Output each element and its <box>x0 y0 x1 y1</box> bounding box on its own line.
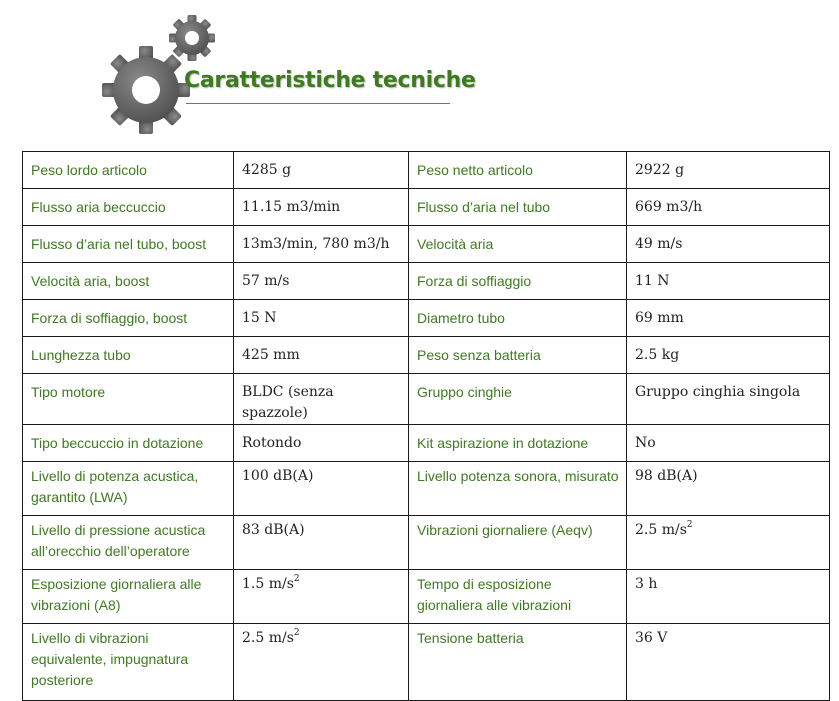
superscript: 2 <box>293 574 300 585</box>
table-row <box>23 425 830 462</box>
table-row <box>23 570 830 624</box>
spec-label: Livello di vibrazioni equivalente, impugnatura posteriore <box>23 624 234 701</box>
spec-label: Tempo di esposizione giornaliera alle vibrazioni <box>409 570 627 624</box>
spec-label: Velocità aria, boost <box>23 263 234 300</box>
spec-value: 13m3/min, 780 m3/h <box>234 226 409 263</box>
spec-label: Gruppo cinghie <box>409 374 627 425</box>
table-row <box>23 516 830 570</box>
spec-label: Peso lordo articolo <box>23 152 234 189</box>
spec-label: Livello potenza sonora, misurato <box>409 462 627 516</box>
table-row <box>23 189 830 226</box>
spec-label: Livello di potenza acustica, garantito (LWA) <box>23 462 234 516</box>
value-text: 2.5 m/s <box>242 630 294 646</box>
spec-label: Peso netto articolo <box>409 152 627 189</box>
spec-value <box>234 570 409 624</box>
spec-value: 2922 g <box>627 152 830 189</box>
spec-label: Flusso aria beccuccio <box>23 189 234 226</box>
spec-label: Diametro tubo <box>409 300 627 337</box>
spec-label: Forza di soffiaggio, boost <box>23 300 234 337</box>
table-row <box>23 300 830 337</box>
spec-value <box>627 516 830 570</box>
table-row <box>23 263 830 300</box>
spec-value: 98 dB(A) <box>627 462 830 516</box>
title-underline <box>186 103 450 104</box>
spec-value: 11.15 m3/min <box>234 189 409 226</box>
header <box>96 12 496 132</box>
spec-value: 669 m3/h <box>627 189 830 226</box>
spec-value: 11 N <box>627 263 830 300</box>
spec-value: 57 m/s <box>234 263 409 300</box>
spec-label: Esposizione giornaliera alle vibrazioni (A8) <box>23 570 234 624</box>
spec-label: Peso senza batteria <box>409 337 627 374</box>
superscript: 2 <box>293 628 300 639</box>
superscript: 2 <box>686 520 693 531</box>
spec-label: Flusso d’aria nel tubo <box>409 189 627 226</box>
table-row <box>23 374 830 425</box>
spec-label: Velocità aria <box>409 226 627 263</box>
table-row <box>23 624 830 701</box>
spec-value: Rotondo <box>234 425 409 462</box>
spec-value: 69 mm <box>627 300 830 337</box>
spec-value: 100 dB(A) <box>234 462 409 516</box>
spec-value <box>234 624 409 701</box>
spec-label: Tipo motore <box>23 374 234 425</box>
table-row <box>23 152 830 189</box>
spec-value: 4285 g <box>234 152 409 189</box>
spec-value: 425 mm <box>234 337 409 374</box>
spec-value: BLDC (senza spazzole) <box>234 374 409 425</box>
spec-value: Gruppo cinghia singola <box>627 374 830 425</box>
spec-label: Flusso d’aria nel tubo, boost <box>23 226 234 263</box>
spec-label: Kit aspirazione in dotazione <box>409 425 627 462</box>
value-text: 1.5 m/s <box>242 576 294 592</box>
spec-label: Forza di soffiaggio <box>409 263 627 300</box>
spec-value: No <box>627 425 830 462</box>
spec-label: Livello di pressione acustica all’orecchio dell’operatore <box>23 516 234 570</box>
spec-value: 36 V <box>627 624 830 701</box>
page-title: Caratteristiche tecniche <box>184 68 476 93</box>
table-row <box>23 337 830 374</box>
spec-label: Tensione batteria <box>409 624 627 701</box>
spec-value: 2.5 kg <box>627 337 830 374</box>
value-text: 2.5 m/s <box>635 522 687 538</box>
specs-table <box>22 151 830 701</box>
spec-label: Lunghezza tubo <box>23 337 234 374</box>
table-row <box>23 462 830 516</box>
spec-value: 49 m/s <box>627 226 830 263</box>
spec-label: Vibrazioni giornaliere (Aeqv) <box>409 516 627 570</box>
spec-value: 83 dB(A) <box>234 516 409 570</box>
spec-value: 3 h <box>627 570 830 624</box>
table-row <box>23 226 830 263</box>
spec-label: Tipo beccuccio in dotazione <box>23 425 234 462</box>
spec-value: 15 N <box>234 300 409 337</box>
